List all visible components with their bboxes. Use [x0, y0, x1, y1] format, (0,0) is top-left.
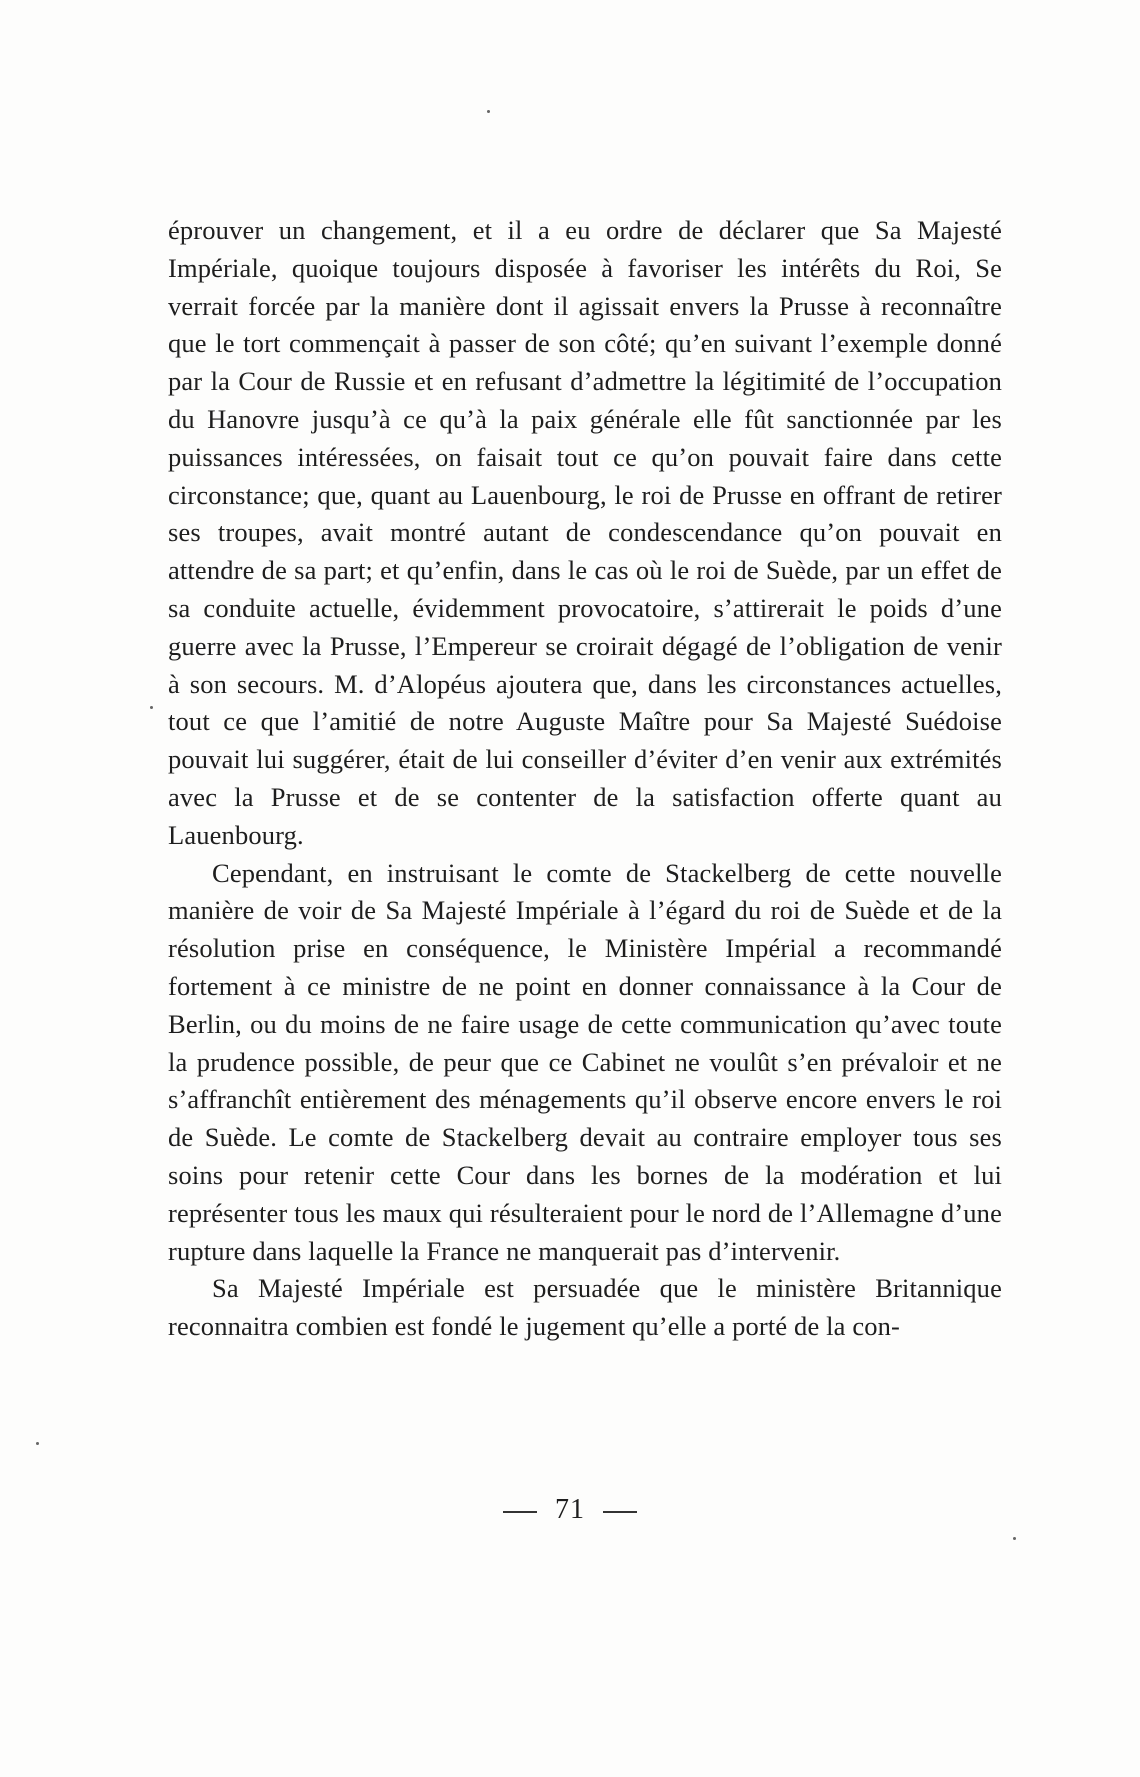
paragraph-2: Cependant, en instruisant le comte de Stackelberg de cette nouvelle manière de voir de Sa Majesté Impériale à l’égard du roi de Suède et de la résolution prise en conséquence, le Ministère Impérial a recommandé fortement à ce ministre de ne point en donner connaissance à la Cour de Berlin, ou du moins de ne faire usage de cette communication qu’avec toute la prudence possible, de peur que ce Cabinet ne voulût s’en prévaloir et ne s’affranchît entièrement des ménagements qu’il observe encore envers le roi de Suède. Le comte de Stackelberg devait au contraire employer tous ses soins pour retenir cette Cour dans les bornes de la modération et lui représenter tous les maux qui résulteraient pour le nord de l’Allemagne d’une rupture dans laquelle la France ne manquerait pas d’intervenir.: [168, 857, 1002, 1266]
footer-dash-left: [503, 1511, 537, 1513]
paragraph-1: éprouver un changement, et il a eu ordre de déclarer que Sa Majesté Impériale, quoique toujours disposée à favoriser les intérêts du Roi, Se verrait forcée par la manière dont il agissait envers la Prusse à reconnaître que le tort commençait à passer de son côté; qu’en suivant l’exemple donné par la Cour de Russie et en refusant d’admettre la légitimité de l’occupation du Hanovre jusqu’à ce qu’à la paix générale elle fût sanctionnée par les puissances intéressées, on faisait tout ce qu’on pouvait faire dans cette circonstance; que, quant au Lauenbourg, le roi de Prusse en offrant de retirer ses troupes, avait montré autant de condescendance qu’on pouvait en attendre de sa part; et qu’enfin, dans le cas où le roi de Suède, par un effet de sa conduite actuelle, évidemment provocatoire, s’attirerait le poids d’une guerre avec la Prusse, l’Empereur se croirait dégagé de l’obligation de venir à son secours. M. d’Alopéus ajoutera que, dans les circonstances actuelles, tout ce que l’amitié de notre Auguste Maître pour Sa Majesté Suédoise pouvait lui suggérer, était de lui conseiller d’éviter d’en venir aux extrémités avec la Prusse et de se contenter de la satisfaction offerte quant au Lauenbourg.: [168, 215, 1002, 850]
page-footer: [0, 1494, 1140, 1526]
footer-dash-right: [603, 1511, 637, 1513]
ink-speck: [36, 1442, 39, 1445]
paragraph-3: Sa Majesté Impériale est persuadée que le ministère Britannique reconnaitra combien est fondé le jugement qu’elle a porté de la con-: [168, 1273, 1002, 1342]
page-number: 71: [555, 1494, 585, 1525]
ink-speck: [487, 110, 490, 113]
ink-speck: [150, 706, 153, 709]
body-text: [168, 212, 1002, 1346]
ink-speck: [1013, 1537, 1016, 1540]
